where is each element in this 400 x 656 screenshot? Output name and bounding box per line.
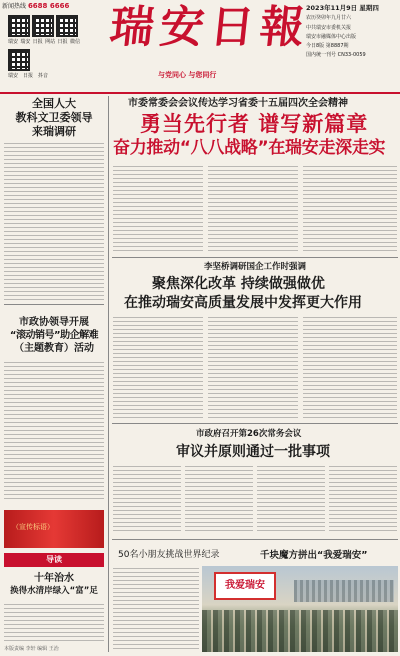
nameplate: 瑞安日報 — [107, 2, 313, 53]
article-text — [113, 568, 199, 652]
promo-banner-image: （宣传标语） — [4, 510, 104, 548]
article-text — [208, 317, 298, 419]
qr-code-icon[interactable] — [32, 15, 54, 37]
story4-headline-right[interactable]: 千块魔方拼出“我爱瑞安” — [260, 550, 368, 561]
divider — [112, 423, 398, 424]
hotline-label: 新闻热线 — [2, 3, 27, 10]
issue-date: 2023年11月9日 星期四 — [306, 4, 379, 12]
story3-headline[interactable]: 审议并原则通过一批事项 — [176, 444, 330, 460]
masthead-right-info — [306, 5, 398, 58]
info-line: 瑞安市融媒体中心出版 — [306, 33, 357, 40]
article-text — [4, 143, 104, 301]
left-headline-2[interactable]: 市政协领导开展 “滚动销号”助企解难 （主题教育）活动 — [9, 317, 99, 354]
info-line: 国内统一刊号 CN33-0059 — [306, 51, 366, 58]
background-people — [294, 580, 394, 602]
masthead-divider — [0, 92, 400, 94]
column-divider — [108, 96, 109, 652]
story4-headline-left[interactable]: 50名小朋友挑战世界纪录 — [118, 550, 220, 560]
guide-bar — [4, 553, 104, 567]
divider — [112, 539, 398, 540]
article-text — [208, 166, 298, 252]
lead-headline-2[interactable]: 奋力推动“八八战略”在瑞安走深走实 — [113, 138, 386, 158]
qr-code-icon[interactable] — [8, 49, 30, 71]
article-text — [113, 466, 181, 534]
lunar-date: 农历癸卯年九月廿六 — [306, 14, 352, 21]
lead-headline-1[interactable]: 勇当先行者 谱写新篇章 — [140, 112, 369, 136]
page-footer: 本版责编 李轩 编辑 王治 — [4, 646, 59, 652]
photo-sign: 我爱瑞安 — [214, 572, 276, 600]
left-headline-3[interactable]: 十年治水 换得水清岸绿入“富”足 — [10, 573, 98, 596]
article-text — [329, 466, 397, 534]
news-photo[interactable] — [202, 566, 398, 652]
article-text — [257, 466, 325, 534]
article-text — [185, 466, 253, 534]
article-text — [113, 166, 203, 252]
masthead-left-info — [2, 3, 80, 93]
article-text — [4, 362, 104, 502]
hotline-number: 6688 6666 — [27, 2, 70, 10]
story2-kicker: 李坚桥调研国企工作时强调 — [204, 262, 307, 272]
article-text — [303, 317, 397, 419]
qr-code-icon[interactable] — [56, 15, 78, 37]
article-text — [113, 317, 203, 419]
lead-kicker: 市委常委会会议传达学习省委十五届四次全会精神 — [128, 98, 348, 109]
article-text — [4, 604, 104, 644]
story2-headline-2[interactable]: 在推动瑞安高质量发展中发挥更大作用 — [124, 295, 362, 311]
guide-label: 导读 — [46, 555, 62, 564]
story3-kicker: 市政府召开第26次常务会议 — [196, 429, 302, 439]
divider — [112, 257, 398, 258]
qr-code-icon[interactable] — [8, 15, 30, 37]
info-line: 今日8版 第8887期 — [306, 42, 349, 49]
story2-headline-1[interactable]: 聚焦深化改革 持续做强做优 — [152, 276, 325, 292]
info-line: 中共瑞安市委机关报 — [306, 24, 352, 31]
divider — [4, 304, 104, 305]
slogan: 与党同心 与您同行 — [158, 71, 217, 79]
left-headline-1[interactable]: 全国人大 教科文卫委领导 来瑞调研 — [15, 97, 93, 138]
qr-labels: 瑞安 瑞安 日报 网站 日报 微信 — [8, 39, 80, 45]
children-crowd — [202, 610, 398, 652]
article-text — [303, 166, 397, 252]
qr-labels-row2: 瑞安 日报 抖音 — [8, 73, 48, 79]
